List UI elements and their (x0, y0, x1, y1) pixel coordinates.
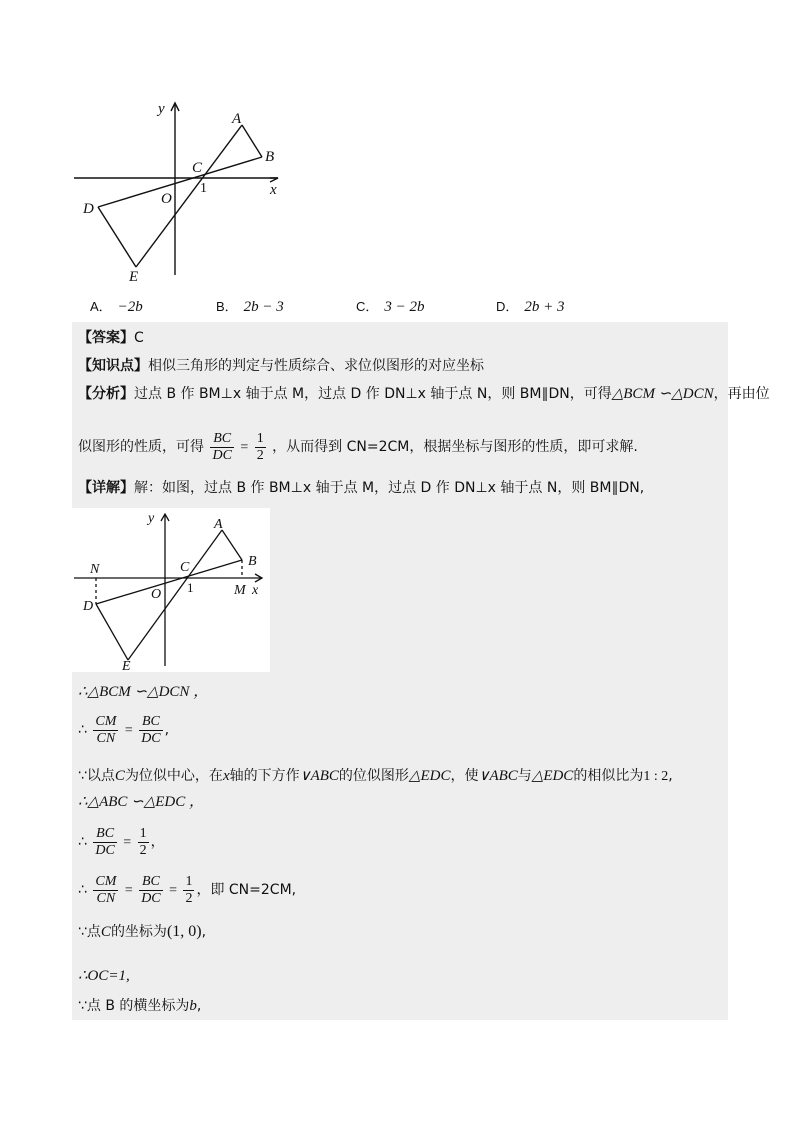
segment-bd (98, 157, 262, 207)
detail-text-1: 解：如图，过点 B 作 BM⊥x 轴于点 M，过点 D 作 DN⊥x 轴于点 N，则 BM∥DN, (134, 480, 645, 496)
label-m-2: M (234, 583, 246, 598)
answer-value: C (134, 330, 144, 346)
label-b-2: B (248, 554, 257, 569)
segment-ab-2 (222, 530, 242, 560)
label-c-2: C (180, 560, 190, 575)
step-4: ∴△ABC ∽△EDC ， (78, 794, 205, 810)
option-d[interactable]: D． 2b + 3 (496, 299, 565, 315)
step-9: ∵点 B 的横坐标为b, (78, 998, 202, 1014)
option-b[interactable]: B． 2b − 3 (216, 299, 284, 315)
segment-de (98, 207, 136, 267)
step-1: ∴△BCM ∽△DCN ， (78, 684, 209, 700)
segment-de-2 (96, 604, 128, 660)
answer-options (88, 292, 728, 320)
knowledge-text: 相似三角形的判定与性质综合、求位似图形的对应坐标 (148, 358, 484, 374)
segment-ab (242, 125, 262, 157)
label-d-2: D (83, 599, 94, 614)
analysis-fraction-half: $\frac{1}{2}$ (256, 430, 264, 463)
answer-line (78, 328, 144, 348)
step-2: ∴ $\frac{CM}{CN}$ = $\frac{BC}{DC}$ , (78, 713, 170, 746)
step-3: ∵以点C为位似中心，在x轴的下方作∨ABC的位似图形△EDC，使∨ABC与△EDC的相似比为1 : 2, (78, 768, 673, 784)
analysis-tag: 【分析】 (78, 386, 134, 402)
fraction-bc-dc: $\frac{BC}{DC}$ (141, 713, 161, 746)
label-x: x (270, 182, 277, 198)
step-6: ∴ $\frac{CM}{CN}$ = $\frac{BC}{DC}$ = $\frac{1}{2}$ ，即 CN=2CM, (78, 873, 297, 906)
analysis-line-1 (78, 384, 770, 404)
label-n-2: N (90, 562, 100, 577)
label-d: D (83, 201, 94, 217)
knowledge-tag: 【知识点】 (78, 358, 148, 374)
label-y-2: y (148, 511, 155, 526)
label-c: C (192, 160, 203, 176)
step-7: ∵点C的坐标为(1, 0), (78, 923, 207, 940)
answer-tag: 【答案】 (78, 330, 134, 346)
detail-tag: 【详解】 (78, 480, 134, 496)
analysis-text-1-end: ，再由位 (713, 386, 770, 402)
fraction-cm-cn: $\frac{CM}{CN}$ (95, 713, 117, 746)
segment-ea-2 (128, 530, 222, 660)
label-e: E (129, 269, 139, 285)
label-one: 1 (200, 181, 207, 196)
analysis-line-2: 似图形的性质，可得 $\frac{BC}{DC}$ = $\frac{1}{2}$ ，从而得到 CN=2CM，根据坐标与图形的性质，即可求解. (78, 430, 638, 463)
analysis-similar: △BCM ∽△DCN (611, 386, 714, 402)
label-a: A (232, 111, 242, 127)
label-a-2: A (214, 517, 223, 532)
label-o-2: O (151, 587, 162, 602)
label-y: y (158, 101, 165, 117)
label-e-2: E (122, 659, 131, 672)
label-b: B (265, 149, 275, 165)
fraction-cm-cn-2: $\frac{CM}{CN}$ (95, 873, 117, 906)
knowledge-line (78, 356, 484, 376)
figure-1-coordinate-diagram (70, 95, 290, 290)
fraction-bc-dc-3: $\frac{BC}{DC}$ (141, 873, 161, 906)
detail-line-1 (78, 478, 644, 498)
segment-bd-2 (96, 560, 242, 604)
segment-ea (136, 125, 242, 267)
step-5: ∴ $\frac{BC}{DC}$ = $\frac{1}{2}$ ， (78, 825, 165, 858)
label-one-2: 1 (187, 580, 194, 595)
option-a[interactable]: A． −2b (90, 299, 143, 315)
fraction-bc-dc-2: $\frac{BC}{DC}$ (95, 825, 115, 858)
analysis-fraction-bc-dc: $\frac{BC}{DC}$ (212, 430, 232, 463)
step-8: ∴OC=1, (78, 968, 130, 984)
label-o: O (161, 191, 172, 207)
fraction-half-3: $\frac{1}{2}$ (185, 873, 193, 906)
analysis-text-2b: ，从而得到 CN=2CM，根据坐标与图形的性质，即可求解. (272, 439, 638, 455)
option-c[interactable]: C． 3 − 2b (356, 299, 425, 315)
figure-2-coordinate-diagram (72, 508, 270, 672)
fraction-half-2: $\frac{1}{2}$ (139, 825, 147, 858)
label-x-2: x (252, 583, 259, 598)
analysis-text-2a: 似图形的性质，可得 (78, 439, 204, 455)
analysis-text-1: 过点 B 作 BM⊥x 轴于点 M，过点 D 作 DN⊥x 轴于点 N，则 BM∥DN，可得 (134, 386, 612, 402)
